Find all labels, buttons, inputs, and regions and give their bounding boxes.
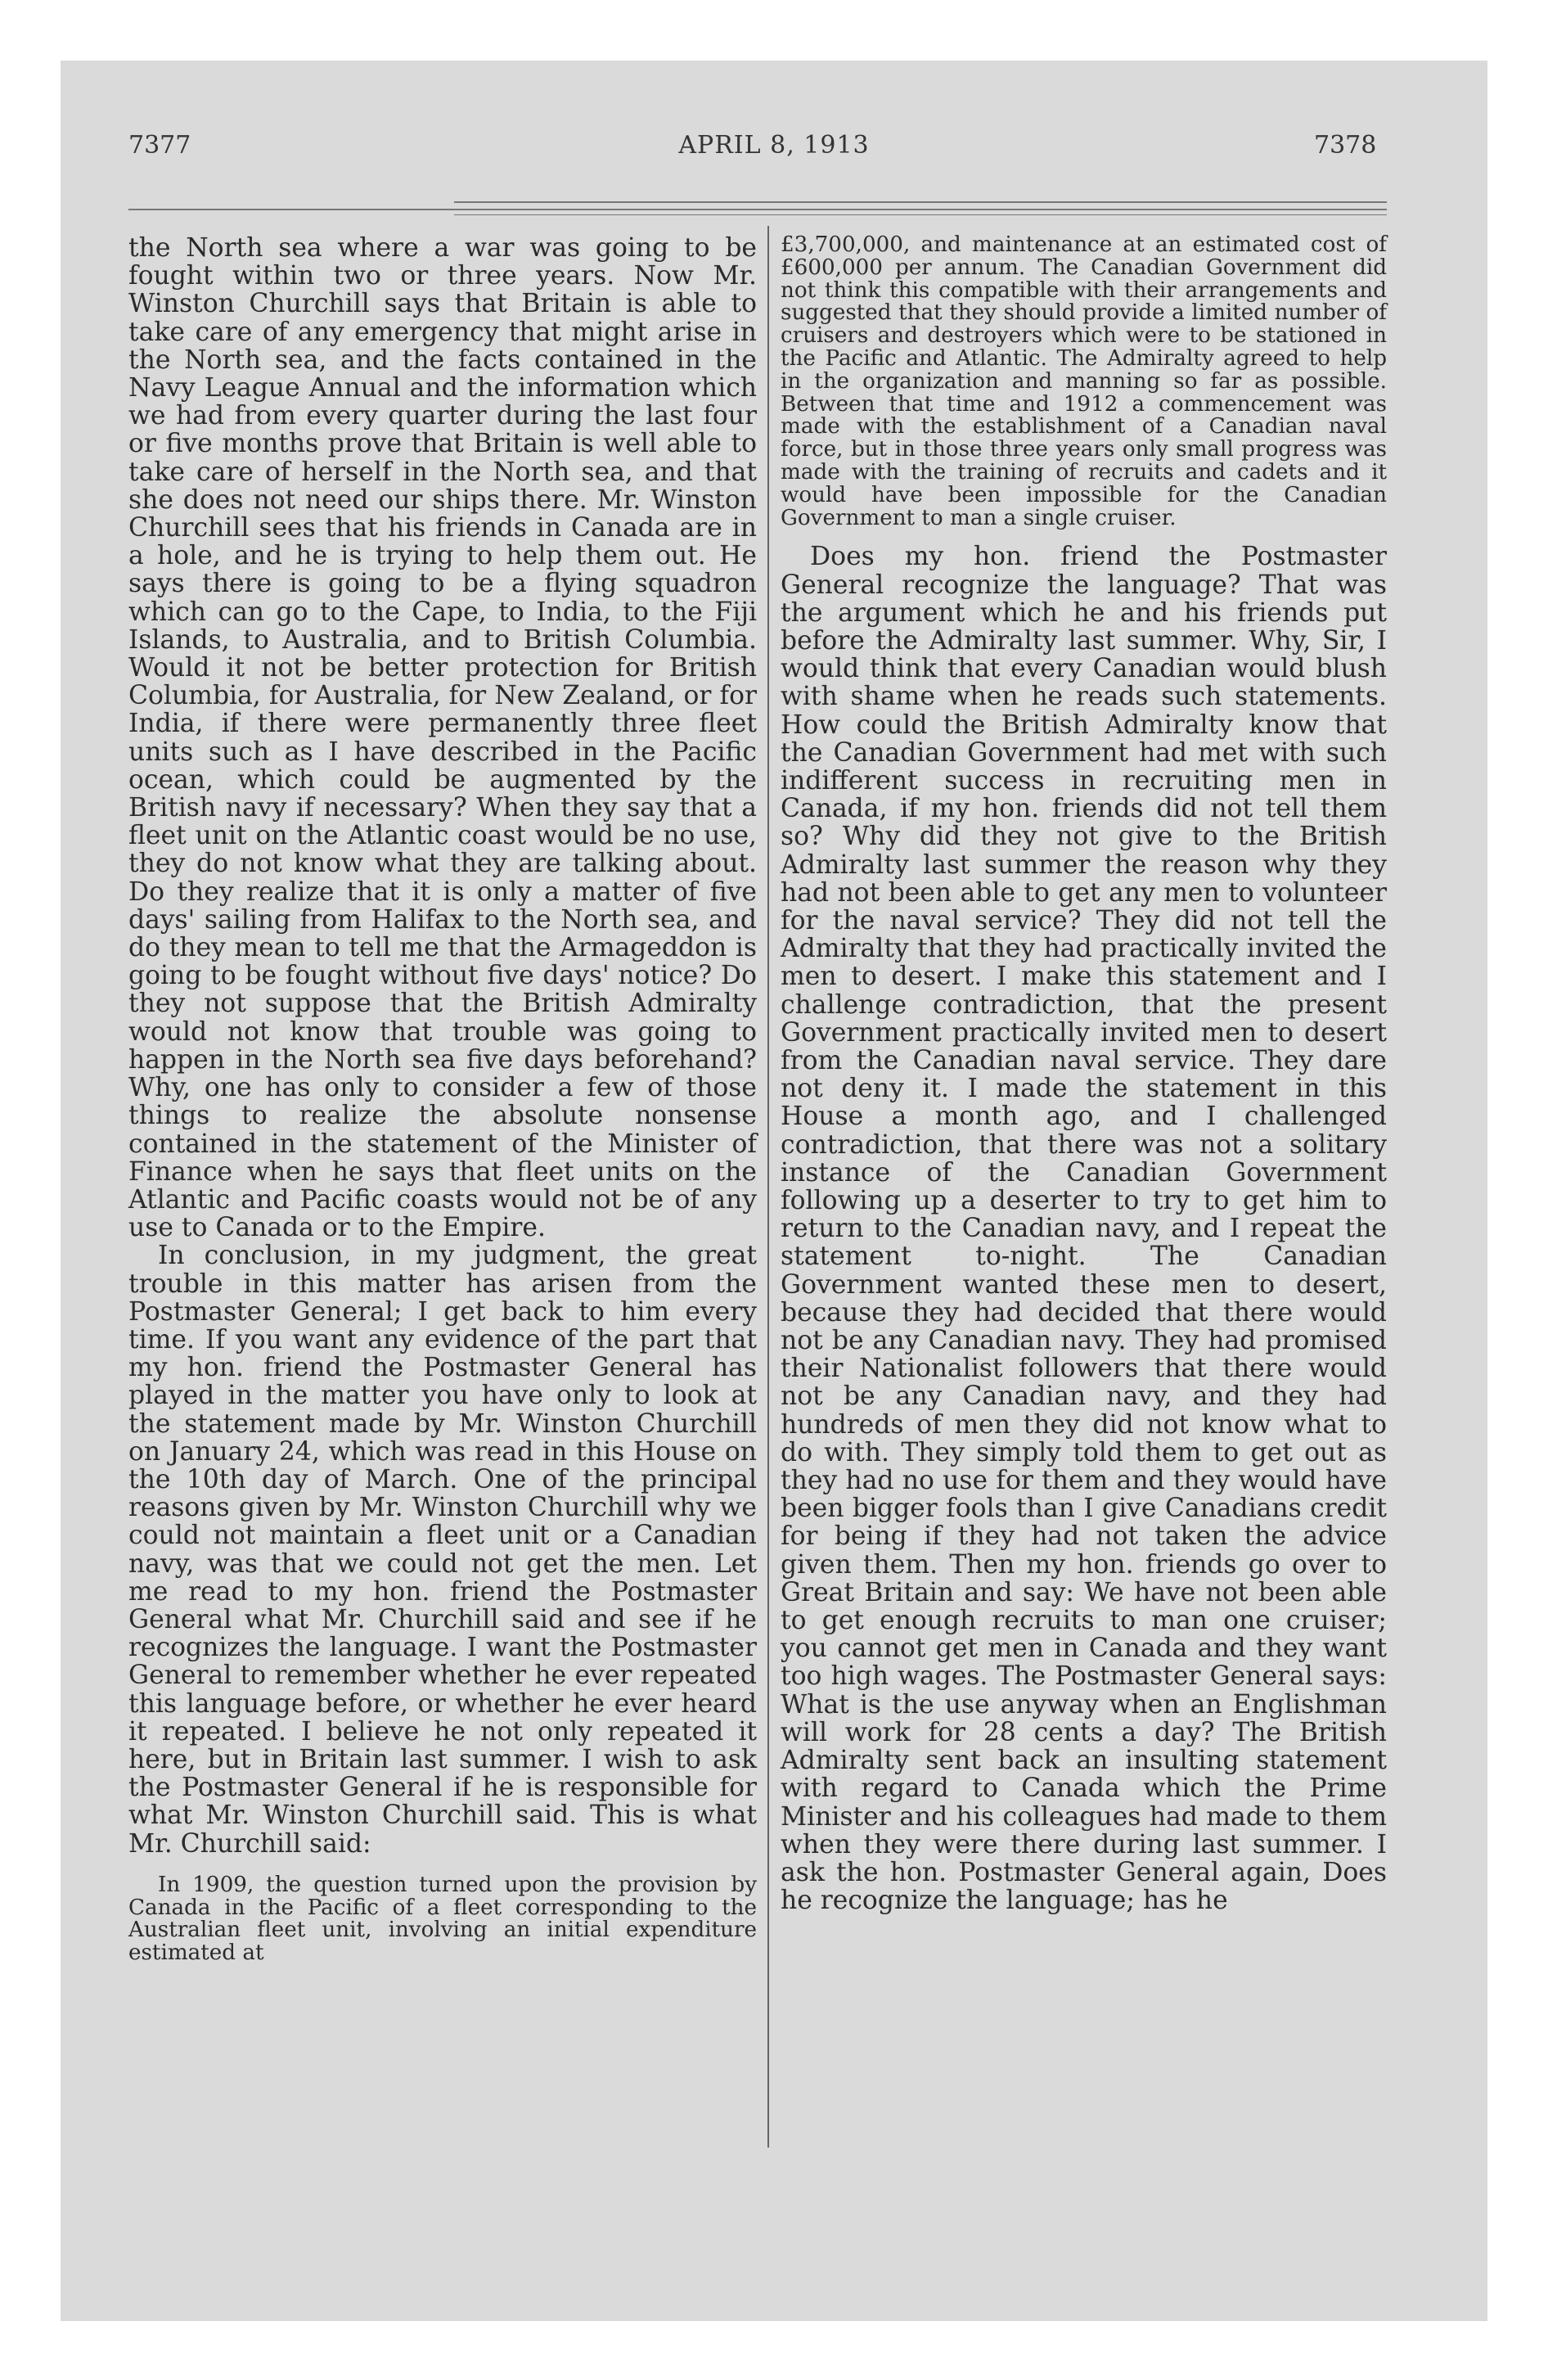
left-column [128, 234, 757, 1965]
header-rule-main [128, 209, 1387, 210]
running-head-date: APRIL 8, 1913 [678, 131, 870, 160]
right-paragraph-1: Does my hon. friend the Postmaster General recognize the language? That was the argument which he and his friends put before the Admiralty last summer. Why, Sir, I would think that every Canadian would blush with shame when he reads such statements. How could the British Admiralty know that the Canadian Government had met with such indifferent success in recruiting men in Canada, if my hon. friends did not tell them so? Why did they not give to the British Admiralty last summer the reason why they had not been able to get any men to volunteer for the naval service? They did not tell the Admiralty that they had practically invited the men to desert. I make this statement and I challenge contradiction, that the present Government practically invited men to desert from the Canadian naval service. They dare not deny it. I made the statement in this House a month ago, and I challenged contradiction, that there was not a solitary instance of the Canadian Government following up a deserter to try to get him to return to the Canadian navy, and I repeat the statement to-night. The Canadian Government wanted these men to desert, because they had decided that there would not be any Canadian navy. They had promised their Nationalist followers that there would not be any Canadian navy, and they had hundreds of men they did not know what to do with. They simply told them to get out as they had no use for them and they would have been bigger fools than I give Canadians credit for being if they had not taken the advice given them. Then my hon. friends go over to Great Britain and say: We have not been able to get enough recruits to man one cruiser; you cannot get men in Canada and they want too high wages. The Postmaster General says: What is the use anyway when an Englishman will work for 28 cents a day? The British Admiralty sent back an insulting statement with regard to Canada which the Prime Minister and his colleagues had made to them when they were there during last summer. I ask the hon. Postmaster General again, Does he recognize the language; has he [781, 542, 1387, 1916]
left-paragraph-2: In conclusion, in my judgment, the great trouble in this matter has arisen from the Postmaster General; I get back to him every time. If you want any evidence of the part that my hon. friend the Postmaster General has played in the matter you have only to look at the statement made by Mr. Winston Churchill on January 24, which was read in this House on the 10th day of March. One of the principal reasons given by Mr. Winston Churchill why we could not maintain a fleet unit or a Canadian navy, was that we could not get the men. Let me read to my hon. friend the Postmaster General what Mr. Churchill said and see if he recognizes the language. I want the Postmaster General to remember whether he ever repeated this language before, or whether he ever heard it repeated. I believe he not only repeated it here, but in Britain last summer. I wish to ask the Postmaster General if he is responsible for what Mr. Winston Churchill said. This is what Mr. Churchill said: [128, 1241, 757, 1859]
header-rule-lower [454, 214, 1387, 215]
left-page-number: 7377 [128, 131, 191, 160]
right-column [781, 234, 1387, 1914]
header-rule-upper [454, 201, 1387, 203]
column-divider [767, 226, 769, 2148]
right-quotation: £3,700,000, and maintenance at an estimated cost of £600,000 per annum. The Canadian Government did not think this compatible with their arrangements and suggested that they should provide a limited number of cruisers and destroyers which were to be stationed in the Pacific and Atlantic. The Admiralty agreed to help in the organization and manning so far as possible. Between that time and 1912 a commencement was made with the establishment of a Canadian naval force, but in those three years only small progress was made with the training of recruits and cadets and it would have been impossible for the Canadian Government to man a single cruiser. [781, 232, 1387, 530]
left-quotation: In 1909, the question turned upon the provision by Canada in the Pacific of a fleet corresponding to the Australian fleet unit, involving an initial expenditure estimated at [128, 1872, 757, 1966]
right-page-number: 7378 [1314, 131, 1377, 160]
left-paragraph-1: the North sea where a war was going to be fought within two or three years. Now Mr. Winston Churchill says that Britain is able to take care of any emergency that might arise in the North sea, and the facts contained in the Navy League Annual and the information which we had from every quarter during the last four or five months prove that Britain is well able to take care of herself in the North sea, and that she does not need our ships there. Mr. Winston Churchill sees that his friends in Canada are in a hole, and he is trying to help them out. He says there is going to be a flying squadron which can go to the Cape, to India, to the Fiji Islands, to Australia, and to British Columbia. Would it not be better protection for British Columbia, for Australia, for New Zealand, or for India, if there were permanently three fleet units such as I have described in the Pacific ocean, which could be augmented by the British navy if necessary? When they say that a fleet unit on the Atlantic coast would be no use, they do not know what they are talking about. Do they realize that it is only a matter of five days' sailing from Halifax to the North sea, and do they mean to tell me that the Armageddon is going to be fought without five days' notice? Do they not suppose that the British Admiralty would not know that trouble was going to happen in the North sea five days beforehand? Why, one has only to consider a few of those things to realize the absolute nonsense contained in the statement of the Minister of Finance when he says that fleet units on the Atlantic and Pacific coasts would not be of any use to Canada or to the Empire. [128, 233, 757, 1243]
